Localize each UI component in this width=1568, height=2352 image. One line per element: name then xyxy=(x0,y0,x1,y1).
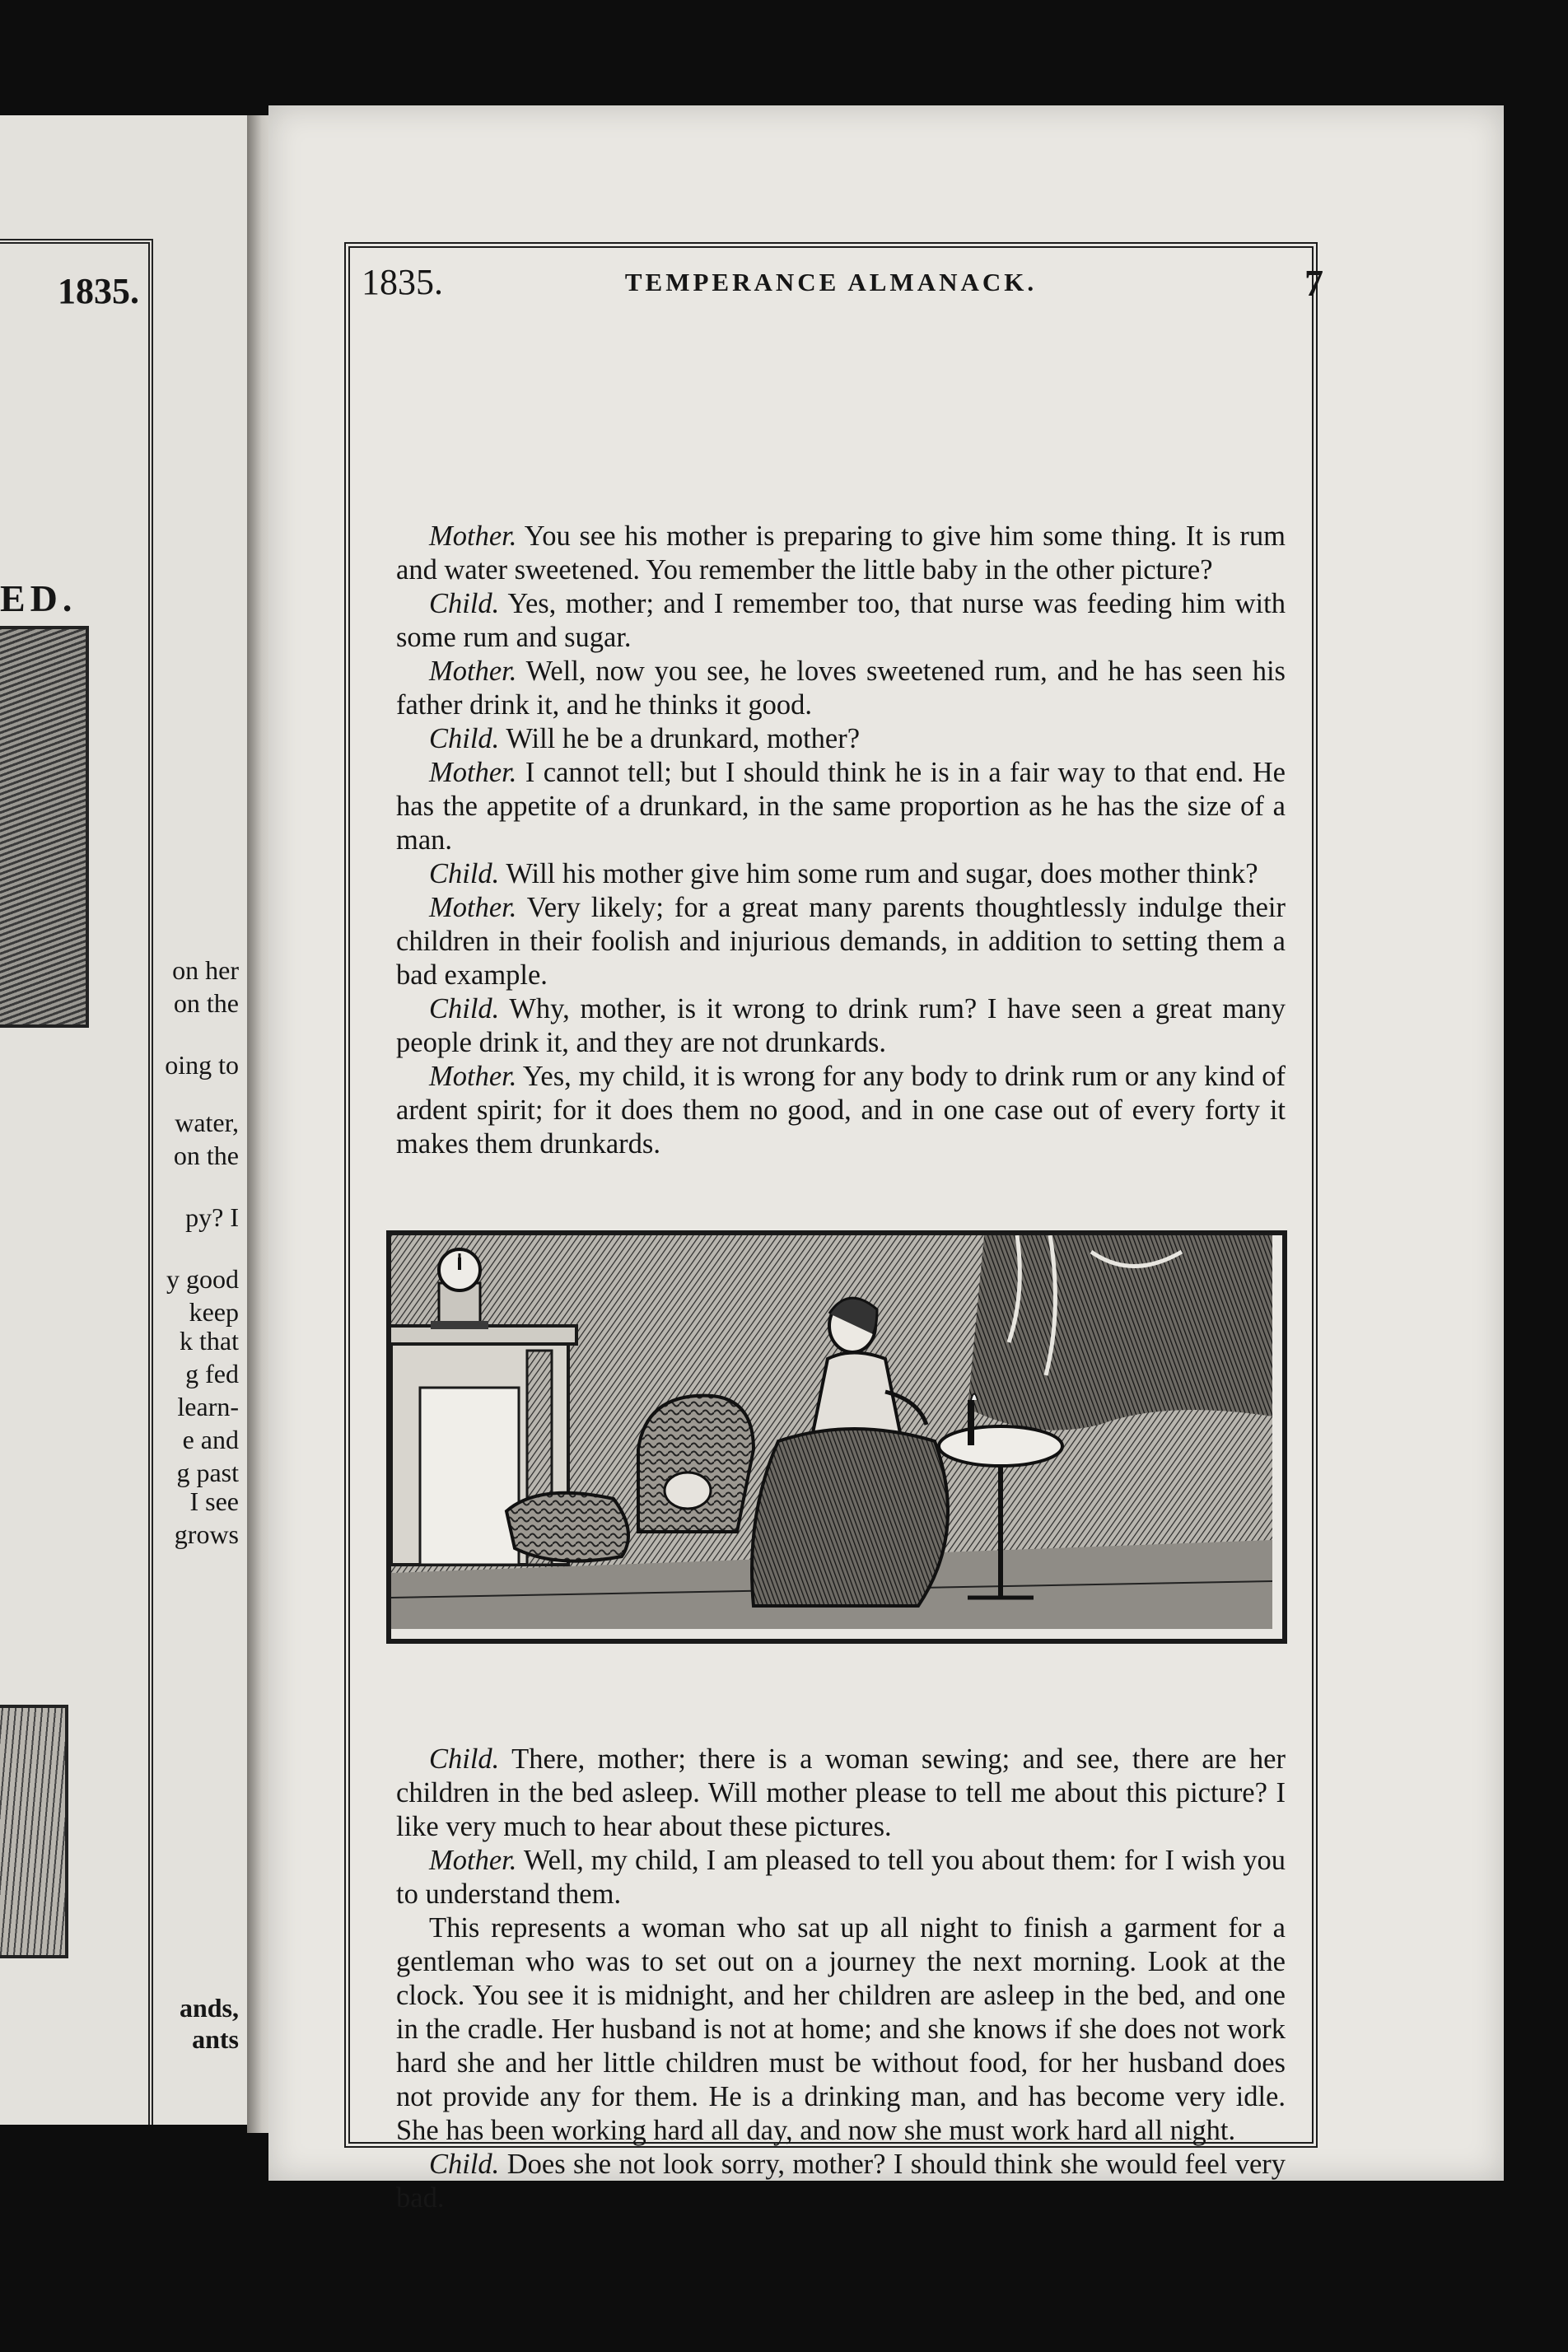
speaker-label: Mother. xyxy=(429,520,517,552)
left-page-fragment: ands, xyxy=(179,1993,239,2023)
dialogue-text: I cannot tell; but I should think he is in a fair way to that end. He has the appetite of a drunkard, in the same proportion as he has the size of a man. xyxy=(396,757,1286,856)
dialogue-paragraph xyxy=(396,2148,1286,2215)
dialogue-top xyxy=(396,520,1286,1161)
dialogue-text: You see his mother is preparing to give him some thing. It is rum and water sweetened. You remember the little baby in the other picture? xyxy=(396,520,1286,586)
woodcut-scene xyxy=(391,1235,1272,1629)
left-page-fragment: I see xyxy=(189,1486,239,1516)
speaker-label: Mother. xyxy=(429,656,517,687)
header-title: TEMPERANCE ALMANACK. xyxy=(624,268,1038,296)
left-page-fragment: water, xyxy=(175,1108,239,1137)
left-page-fragment: keep xyxy=(189,1297,239,1327)
dialogue-text: Does she not look sorry, mother? I should think she would feel very bad. xyxy=(396,2149,1286,2214)
speaker-label: Mother. xyxy=(429,892,517,923)
dialogue-text: Will he be a drunkard, mother? xyxy=(506,723,861,754)
dialogue-text: Yes, my child, it is wrong for any body to drink rum or any kind of ardent spirit; for it does them no good, and in one case out of every forty it makes them drunkards. xyxy=(396,1061,1286,1160)
dialogue-text: Will his mother give him some rum and sugar, does mother think? xyxy=(506,858,1258,889)
dialogue-paragraph xyxy=(396,1911,1286,2148)
left-page-woodcut-top xyxy=(0,626,89,1028)
left-page-fragment: on her xyxy=(172,955,239,985)
left-page-fragment: py? I xyxy=(185,1202,239,1232)
left-page-heading: ED. xyxy=(0,577,77,619)
dialogue-paragraph xyxy=(396,992,1286,1060)
running-head xyxy=(350,261,1323,310)
dialogue-paragraph xyxy=(396,587,1286,655)
speaker-label: Child. xyxy=(429,2149,500,2180)
left-page-woodcut-bottom xyxy=(0,1705,68,1958)
left-page-fragment: g fed xyxy=(185,1359,239,1388)
mantel-clock xyxy=(431,1249,488,1329)
left-page-fragment: learn- xyxy=(177,1392,239,1421)
dialogue-text: Very likely; for a great many parents thoughtlessly indulge their children in their foolish and injurious demands, in addition to setting them a bad example. xyxy=(396,892,1286,991)
dialogue-paragraph xyxy=(396,722,1286,756)
speaker-label: Child. xyxy=(429,1743,500,1775)
speaker-label: Mother. xyxy=(429,757,517,788)
speaker-label: Mother. xyxy=(429,1061,517,1092)
left-page-year: 1835. xyxy=(58,271,139,311)
left-page xyxy=(0,115,250,2125)
dialogue-paragraph xyxy=(396,857,1286,891)
dialogue-text: There, mother; there is a woman sewing; and see, there are her children in the bed asleep. Will mother please to tell me about this picture? I like very much to hear about these pictures. xyxy=(396,1743,1286,1842)
left-page-fragment: grows xyxy=(174,1519,239,1549)
speaker-label: Child. xyxy=(429,993,500,1024)
dialogue-paragraph xyxy=(396,655,1286,722)
speaker-label: Child. xyxy=(429,723,500,754)
left-page-fragment: on the xyxy=(173,1141,239,1170)
page-frame xyxy=(344,242,1323,2214)
page-number: 7 xyxy=(1304,262,1323,304)
almanac-page xyxy=(268,105,1504,2214)
dialogue-paragraph xyxy=(396,1844,1286,1911)
dialogue-text: Why, mother, is it wrong to drink rum? I have seen a great many people drink it, and they are not drunkards. xyxy=(396,993,1286,1058)
left-page-fragment: oing to xyxy=(165,1050,239,1080)
dialogue-paragraph xyxy=(396,1743,1286,1844)
speaker-label: Mother. xyxy=(429,1845,517,1876)
dialogue-paragraph xyxy=(396,891,1286,992)
left-page-fragment: y good xyxy=(166,1264,239,1294)
left-page-fragment: ants xyxy=(192,2024,239,2054)
left-page-fragment: g past xyxy=(176,1458,239,1487)
dialogue-text: Well, now you see, he loves sweetened rum, and he has seen his father drink it, and he thinks it good. xyxy=(396,656,1286,721)
dialogue-paragraph xyxy=(396,1060,1286,1161)
left-page-fragment: k that xyxy=(180,1326,239,1356)
woodcut-illustration xyxy=(386,1230,1287,1644)
speaker-label: Child. xyxy=(429,588,500,619)
dialogue-text: Yes, mother; and I remember too, that nurse was feeding him with some rum and sugar. xyxy=(396,588,1286,653)
dialogue-bottom xyxy=(396,1743,1286,2215)
header-year: 1835. xyxy=(362,262,443,302)
dialogue-paragraph xyxy=(396,756,1286,857)
speaker-label: Child. xyxy=(429,858,500,889)
left-page-fragment: e and xyxy=(182,1425,239,1454)
dialogue-paragraph xyxy=(396,520,1286,587)
dialogue-text: Well, my child, I am pleased to tell you about them: for I wish you to understand them. xyxy=(396,1845,1286,1910)
dialogue-text: This represents a woman who sat up all night to finish a garment for a gentleman who was to set out on a journey the next morning. Look at the clock. You see it is midnight, and her children are asleep in the bed, and one in the cradle. Her husband is not at home; and she knows if she does not work hard she and her little children must be without food, for her husband does not provide any for them. He is a drinking man, and has become very idle. She has been working hard all day, and now she must work hard all night. xyxy=(396,1912,1286,2146)
left-page-fragment: on the xyxy=(173,988,239,1018)
